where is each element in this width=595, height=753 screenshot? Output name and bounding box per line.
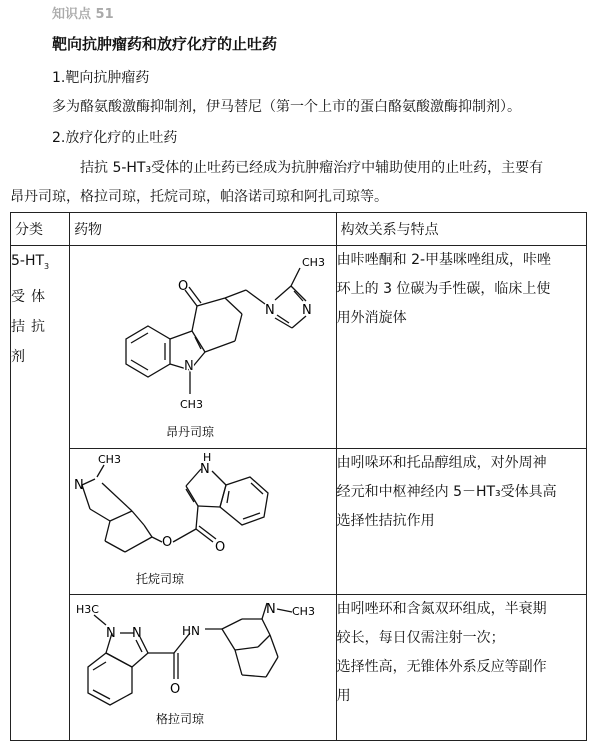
indole-h-label: H (203, 451, 212, 464)
category-line1: 5-HT (11, 253, 45, 269)
feature-line: 由咔唑酮和 2-甲基咪唑组成，咔唑 (336, 252, 552, 268)
feature-cell-granisetron (336, 595, 586, 741)
section-2-heading: 2.放疗化疗的止吐药 (52, 130, 178, 146)
indazole-n2-label: N (132, 626, 142, 641)
feature-line: 较长，每日仅需注射一次； (336, 630, 505, 646)
amide-nh-label: HN (182, 624, 201, 638)
section-2-text-line2: 昂丹司琼，格拉司琼，托烷司琼，帕洛诺司琼和阿扎司琼等。 (10, 189, 388, 205)
amide-o-label: O (170, 682, 181, 697)
section-2-text-line1: 拮抗 5-HT₃受体的止吐药已经成为抗肿瘤治疗中辅助使用的止吐药，主要有 (80, 160, 544, 176)
imidazole-n3-label: N (302, 303, 312, 318)
header-features: 构效关系与特点 (336, 213, 586, 246)
section-1-heading: 1.靶向抗肿瘤药 (52, 70, 150, 86)
ester-o-label: O (162, 535, 173, 550)
feature-line: 选择性拮抗作用 (336, 513, 435, 529)
carbonyl-o-label: O (215, 540, 226, 555)
feature-cell-tropisetron (336, 449, 586, 595)
tropane-methyl-label: CH3 (98, 453, 122, 466)
imidazole-n1-label: N (265, 303, 275, 318)
feature-line: 环上的 3 位碳为手性碳，临床上使 (336, 281, 551, 297)
oxygen-label: O (178, 279, 189, 294)
feature-line: 经元和中枢神经内 5－HT₃受体具高 (336, 484, 557, 500)
table-header-row (11, 213, 587, 246)
bicyclic-n-label: N (266, 602, 276, 617)
section-1-text: 多为酪氨酸激酶抑制剂，伊马替尼（第一个上市的蛋白酪氨酸激酶抑制剂）。 (52, 99, 521, 115)
table-row (11, 595, 587, 741)
indazole-methyl-label: H3C (76, 603, 100, 616)
nitrogen-label: N (184, 359, 194, 374)
feature-line: 用外消旋体 (336, 310, 407, 326)
category-line2: 受体 (11, 288, 51, 305)
ondansetron-structure (70, 246, 328, 448)
indole-n-label: N (200, 462, 210, 477)
category-line4: 剂 (11, 348, 31, 365)
indazole-n1-label: N (106, 626, 116, 641)
feature-line: 选择性高，无锥体外系反应等副作 (336, 659, 547, 675)
drug-name-granisetron: 格拉司琼 (156, 712, 205, 726)
header-category: 分类 (11, 213, 70, 246)
methyl-label: CH3 (180, 398, 204, 411)
feature-line: 由吲唑环和含氮双环组成，半衰期 (336, 601, 547, 617)
drug-cell-ondansetron (70, 246, 337, 449)
table-row (11, 449, 587, 595)
bicyclic-methyl-label: CH3 (292, 605, 316, 618)
table-row (11, 246, 587, 449)
drug-cell-granisetron (70, 595, 337, 741)
feature-line: 用 (336, 688, 351, 704)
drug-name-ondansetron: 昂丹司琼 (166, 425, 215, 439)
drug-name-tropisetron: 托烷司琼 (136, 572, 185, 586)
tropisetron-structure (70, 449, 328, 594)
imidazole-methyl-label: CH3 (302, 256, 326, 269)
granisetron-structure (70, 595, 328, 740)
category-sub: 3 (44, 261, 50, 271)
category-line3: 拮抗 (11, 318, 51, 335)
header-drug: 药物 (70, 213, 337, 246)
drug-cell-tropisetron (70, 449, 337, 595)
knowledge-point-label: 知识点 51 (52, 7, 114, 22)
feature-line: 由吲哚环和托品醇组成，对外周神 (336, 455, 547, 471)
drug-table (10, 212, 587, 741)
tropane-n-label: N (74, 478, 84, 493)
category-cell (11, 246, 70, 741)
feature-cell-ondansetron (336, 246, 586, 449)
page-title: 靶向抗肿瘤药和放疗化疗的止吐药 (52, 35, 278, 53)
